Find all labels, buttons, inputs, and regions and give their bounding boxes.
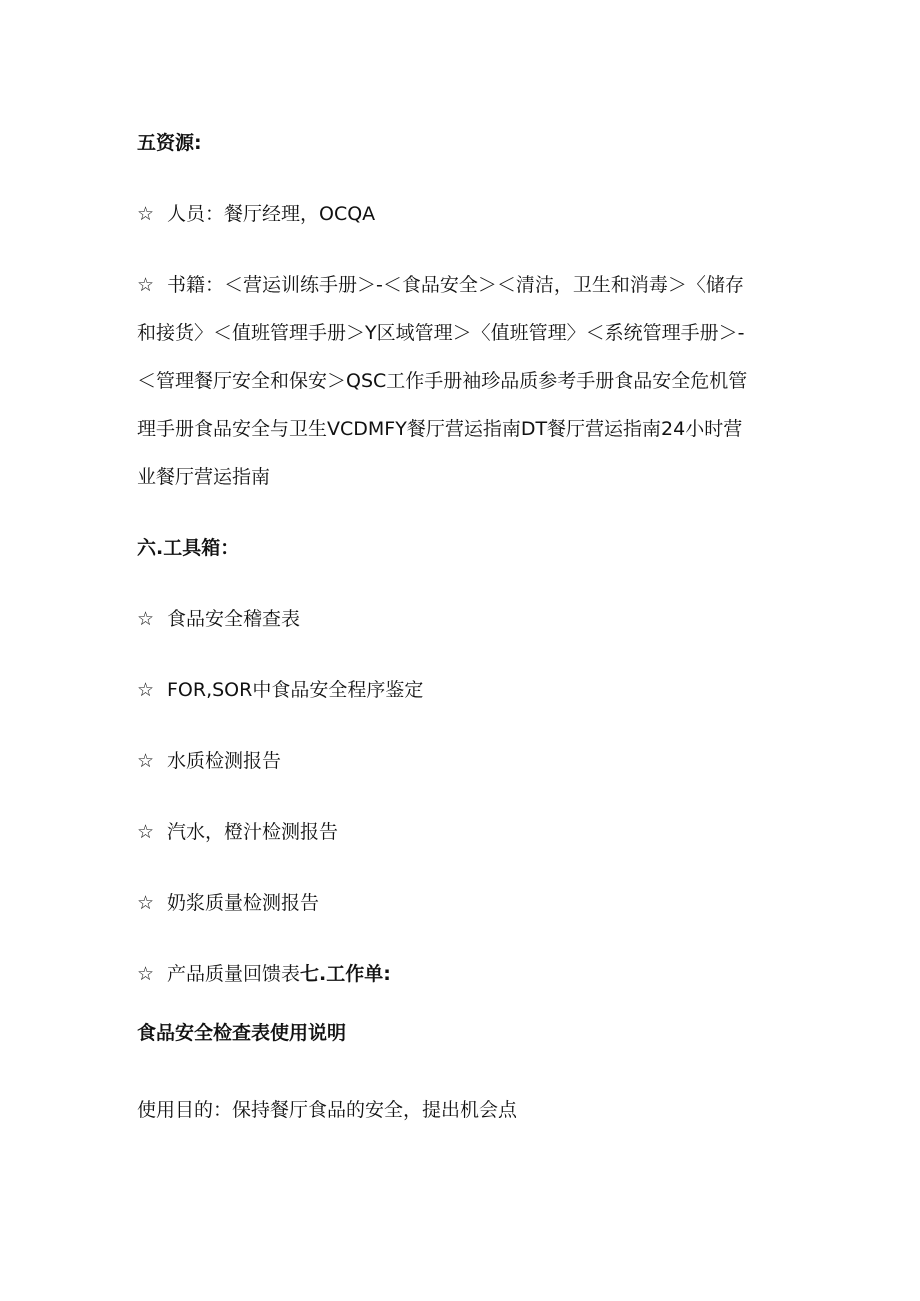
star-icon: ☆: [137, 963, 155, 985]
section6-heading: 六.工具箱：: [137, 537, 240, 559]
toolbox-item: [137, 749, 797, 773]
star-icon: ☆: [137, 203, 155, 225]
people-item: [137, 202, 797, 226]
star-icon: ☆: [137, 892, 155, 914]
toolbox-item: [137, 678, 797, 702]
toolbox-item-text: 奶浆质量检测报告: [167, 892, 320, 914]
books-line-3: ＜管理餐厅安全和保安＞QSC工作手册袖珍品质参考手册食品安全危机管: [137, 370, 748, 392]
toolbox-item-text: 水质检测报告: [167, 750, 282, 772]
books-line-1: [137, 273, 797, 297]
toolbox-item-text: 食品安全稽查表: [167, 608, 301, 630]
books-line-5: 业餐厅营运指南: [137, 466, 271, 488]
toolbox-item: [137, 962, 797, 986]
checklist-purpose: 使用目的：保持餐厅食品的安全，提出机会点: [137, 1099, 518, 1121]
books-line-2: 和接货〉＜值班管理手册＞Y区域管理＞〈值班管理〉＜系统管理手册＞-: [137, 322, 745, 344]
star-icon: ☆: [137, 608, 155, 630]
books-line-4: 理手册食品安全与卫生VCDMFY餐厅营运指南DT餐厅营运指南24小时营: [137, 418, 743, 440]
toolbox-item: [137, 607, 797, 631]
star-icon: ☆: [137, 821, 155, 843]
section5-heading: 五资源:: [137, 132, 202, 154]
checklist-title: 食品安全检查表使用说明: [137, 1022, 347, 1044]
star-icon: ☆: [137, 679, 155, 701]
star-icon: ☆: [137, 274, 155, 296]
toolbox-item: [137, 891, 797, 915]
people-text: 人员：餐厅经理，OCQA: [167, 203, 376, 225]
toolbox-item-text: 产品质量回馈表: [167, 963, 301, 985]
toolbox-item: [137, 820, 797, 844]
section7-heading: 七.工作单:: [300, 963, 391, 985]
books-text-1: 书籍：＜营运训练手册＞-＜食品安全＞＜清洁，卫生和消毒＞〈储存: [167, 274, 744, 296]
toolbox-item-text: FOR,SOR中食品安全程序鉴定: [167, 679, 424, 701]
toolbox-item-text: 汽水，橙汁检测报告: [167, 821, 339, 843]
star-icon: ☆: [137, 750, 155, 772]
